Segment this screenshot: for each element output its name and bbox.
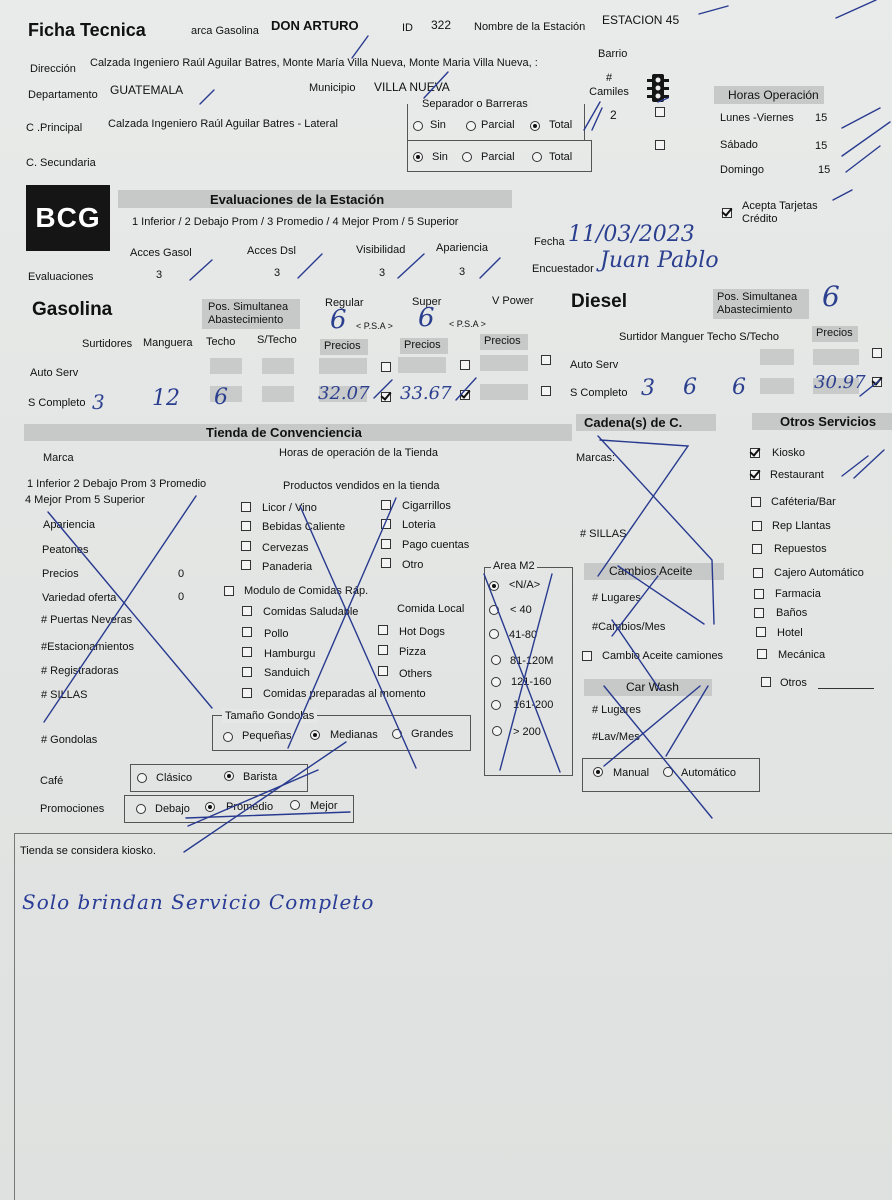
cafe-barista-radio[interactable]	[224, 771, 234, 781]
acces-gasol-value: 3	[156, 269, 163, 281]
food-sanduich-checkbox[interactable]	[242, 667, 252, 677]
svc-banos-checkbox[interactable]	[754, 608, 764, 618]
cprincipal-label: C .Principal	[26, 122, 83, 134]
direccion-value: Calzada Ingeniero Raúl Aguilar Batres, Monte María Villa Nueva, Monte Maria Villa Nueva, :	[90, 57, 538, 69]
cadena-header: Cadena(s) de C.	[576, 414, 716, 431]
encuestador-value: Juan Pablo	[600, 248, 719, 273]
food-pizza-checkbox[interactable]	[378, 645, 388, 655]
municipio-label: Municipio	[309, 82, 356, 94]
camiles-label: # Camiles	[589, 72, 629, 98]
area-41-80-radio[interactable]	[489, 629, 499, 639]
gas-as-super-checkbox[interactable]	[460, 360, 470, 370]
diesel-precios-header: Precios	[812, 326, 858, 342]
row-registradoras: # Registradoras	[41, 665, 119, 677]
promo-debajo-radio[interactable]	[136, 804, 146, 814]
precios-super-header: Precios	[400, 338, 448, 354]
bcg-logo: BCG	[26, 185, 110, 251]
area-m2-group	[484, 567, 573, 776]
station-name-label: Nombre de la Estación	[474, 21, 586, 33]
area-lt40-radio[interactable]	[489, 605, 499, 615]
visibilidad-value: 3	[379, 267, 386, 279]
cambios-lugares-label: # Lugares	[592, 592, 641, 604]
notes-handwritten: Solo brindan Servicio Completo	[22, 890, 375, 914]
sep2-sin-radio[interactable]	[413, 152, 423, 162]
camiones-checkbox[interactable]	[582, 651, 592, 661]
area-161-200-label: 161-200	[513, 699, 554, 711]
notes-area[interactable]	[14, 833, 892, 1200]
evaluaciones-row-label: Evaluaciones	[28, 271, 94, 283]
diesel-scompleto-label: S Completo	[570, 387, 628, 399]
cafe-label: Café	[40, 775, 64, 787]
apariencia-label: Apariencia	[436, 242, 488, 254]
gondola-pequenas-radio[interactable]	[223, 732, 233, 742]
promo-mejor-label: Mejor	[310, 800, 338, 812]
cambios-mes-label: #Cambios/Mes	[592, 621, 666, 633]
tarjetas-checkbox[interactable]	[722, 208, 732, 218]
gas-pos-header: Pos. Simultanea Abastecimiento	[202, 299, 300, 329]
area-121-160-label: 121-160	[511, 676, 552, 688]
row-estacionamientos: #Estacionamientos	[41, 641, 134, 653]
departamento-label: Departamento	[28, 89, 98, 101]
food-hotdogs-label: Hot Dogs	[399, 626, 445, 638]
sep2-parcial-radio[interactable]	[462, 152, 472, 162]
svc-kiosko-checkbox[interactable]	[750, 448, 760, 458]
promo-promedio-label: Promedio	[226, 801, 274, 813]
prod-licor-checkbox[interactable]	[241, 502, 251, 512]
regular-label: Regular	[325, 297, 364, 309]
gas-sc-techo: 6	[214, 385, 228, 410]
row-peatones: Peatones	[42, 544, 89, 556]
evaluaciones-header: Evaluaciones de la Estación	[118, 190, 512, 208]
food-saludable-label: Comidas Saludable	[263, 606, 359, 618]
tienda-scale-1: 1 Inferior 2 Debajo Prom 3 Promedio	[27, 478, 207, 490]
svc-cafeteria-checkbox[interactable]	[751, 497, 761, 507]
gas-sc-mangueras: 12	[152, 386, 180, 411]
fecha-label: Fecha	[534, 236, 565, 248]
municipio-value: VILLA NUEVA	[374, 80, 450, 94]
row-puertas-neveras: # Puertas Neveras	[41, 614, 133, 626]
prod-otro-checkbox[interactable]	[381, 558, 391, 568]
diesel-sc-checkbox[interactable]	[872, 377, 882, 387]
form-title: Ficha Tecnica	[28, 20, 146, 40]
area-81-120-label: 81-120M	[510, 655, 554, 667]
svc-restaurant-checkbox[interactable]	[750, 470, 760, 480]
sep2-sin-label: Sin	[432, 151, 448, 163]
prod-panaderia-checkbox[interactable]	[241, 560, 251, 570]
diesel-sc-surtidor: 3	[641, 376, 655, 401]
psa-regular: < P.S.A >	[356, 321, 393, 331]
svc-cafeteria-label: Caféteria/Bar	[771, 496, 836, 508]
prod-cigarrillos-checkbox[interactable]	[381, 500, 391, 510]
cafe-clasico-radio[interactable]	[137, 773, 147, 783]
modulo-comidas-checkbox[interactable]	[224, 586, 234, 596]
prod-loteria-checkbox[interactable]	[381, 519, 391, 529]
promo-promedio-radio[interactable]	[205, 802, 215, 812]
gas-col-manguera: Manguera	[143, 337, 193, 349]
id-label: ID	[402, 22, 413, 34]
precios-vpower-header: Precios	[480, 334, 528, 350]
gas-sc-vpower-checkbox[interactable]	[541, 386, 551, 396]
id-value: 322	[431, 18, 452, 32]
tienda-header: Tienda de Convenciencia	[24, 424, 572, 441]
gas-sc-stecho-cell	[262, 386, 294, 402]
cadena-sillas-label: # SILLAS	[580, 528, 627, 540]
horas-sabado-value: 15	[815, 140, 828, 152]
food-hamburgu-checkbox[interactable]	[242, 647, 252, 657]
food-hotdogs-checkbox[interactable]	[378, 625, 388, 635]
tienda-horas-label: Horas de operación de la Tienda	[279, 447, 438, 459]
gas-as-super-price	[398, 357, 446, 373]
carwash-auto-radio[interactable]	[663, 767, 673, 777]
comida-local-label: Comida Local	[397, 603, 465, 615]
prod-bebidas-label: Bebidas Caliente	[262, 521, 346, 533]
gondolas-title: Tamaño Gondolas	[222, 709, 317, 723]
area-na-label: <N/A>	[509, 579, 541, 591]
gas-as-vpower-checkbox[interactable]	[541, 355, 551, 365]
sep1-total-label: Total	[549, 119, 573, 131]
cprincipal-value: Calzada Ingeniero Raúl Aguilar Batres - Lateral	[108, 118, 338, 130]
sep2-total-radio[interactable]	[532, 152, 542, 162]
prod-pago-checkbox[interactable]	[381, 539, 391, 549]
cafe-clasico-label: Clásico	[156, 772, 193, 784]
horas-lunes-label: Lunes -Viernes	[720, 112, 794, 124]
sep2-total-label: Total	[549, 151, 573, 163]
tarjetas-label: Acepta Tarjetas Crédito	[742, 200, 818, 225]
modulo-comidas-label: Modulo de Comidas Ráp.	[244, 585, 369, 597]
direccion-label: Dirección	[30, 63, 76, 75]
horas-domingo-value: 15	[818, 164, 831, 176]
food-pollo-label: Pollo	[264, 628, 289, 640]
row-variedad: Variedad oferta	[42, 592, 117, 604]
visibilidad-label: Visibilidad	[356, 244, 406, 256]
precios-regular-header: Precios	[320, 339, 368, 355]
svc-restaurant-label: Restaurant	[770, 469, 824, 481]
acces-dsl-label: Acces Dsl	[247, 245, 296, 257]
gas-autoserv-label: Auto Serv	[30, 367, 79, 379]
carwash-auto-label: Automático	[681, 767, 737, 779]
gas-as-stecho-cell	[262, 358, 294, 374]
gas-sc-vpower-cell	[480, 384, 528, 400]
row-precios-value: 0	[178, 568, 185, 580]
prod-panaderia-label: Panaderia	[262, 561, 313, 573]
diesel-autoserv-label: Auto Serv	[570, 359, 619, 371]
diesel-sc-price: 30.97	[814, 372, 866, 393]
gas-sc-regular-checkbox[interactable]	[381, 392, 391, 402]
departamento-value: GUATEMALA	[110, 83, 184, 97]
gondola-pequenas-label: Pequeñas	[242, 730, 292, 742]
gas-as-regular-checkbox[interactable]	[381, 362, 391, 372]
svc-hotel-label: Hotel	[777, 627, 803, 639]
prod-pago-label: Pago cuentas	[402, 539, 470, 551]
gas-sc-regular-price: 32.07	[318, 383, 370, 404]
row-precios: Precios	[42, 568, 79, 580]
area-gt200-label: > 200	[513, 726, 541, 738]
sep1-parcial-radio[interactable]	[466, 121, 476, 131]
gas-col-surtidores: Surtidores	[82, 338, 133, 350]
gas-col-techo: Techo	[206, 336, 236, 348]
horas-lunes-value: 15	[815, 112, 828, 124]
gasolina-title: Gasolina	[32, 299, 113, 320]
svc-mecanica-label: Mecánica	[778, 649, 826, 661]
cafe-barista-label: Barista	[243, 771, 278, 783]
food-pizza-label: Pizza	[399, 646, 426, 658]
apariencia-value: 3	[459, 266, 466, 278]
food-preparadas-label: Comidas preparadas al momento	[263, 688, 426, 700]
food-others-label: Others	[399, 668, 433, 680]
area-na-radio[interactable]	[489, 581, 499, 591]
traffic-light-icon	[646, 72, 670, 104]
cambios-aceite-header: Cambios Aceite	[584, 563, 724, 580]
row-sillas: # SILLAS	[41, 689, 88, 701]
prod-licor-label: Licor / Vino	[262, 502, 317, 514]
svc-cajero-label: Cajero Automático	[774, 567, 864, 579]
area-81-120-radio[interactable]	[491, 655, 501, 665]
gas-sc-super-checkbox[interactable]	[460, 390, 470, 400]
svc-farmacia-label: Farmacia	[775, 588, 821, 600]
psa-super: < P.S.A >	[449, 319, 486, 329]
pos-regular-value: 6	[330, 305, 347, 335]
productos-label: Productos vendidos en la tienda	[283, 480, 440, 492]
svc-repuestos-checkbox[interactable]	[752, 544, 762, 554]
food-sanduich-label: Sanduich	[264, 667, 310, 679]
carwash-lavmes-label: #Lav/Mes	[592, 731, 640, 743]
diesel-title: Diesel	[571, 291, 627, 312]
prod-bebidas-checkbox[interactable]	[241, 521, 251, 531]
promo-debajo-label: Debajo	[155, 803, 190, 815]
svc-hotel-checkbox[interactable]	[756, 627, 766, 637]
food-hamburgu-label: Hamburgu	[264, 648, 316, 660]
diesel-cols: Surtidor Manguer Techo S/Techo	[619, 331, 779, 343]
horas-domingo-label: Domingo	[720, 164, 765, 176]
camiones-label: Cambio Aceite camiones	[602, 650, 724, 662]
tienda-scale-2: 4 Mejor Prom 5 Superior	[25, 494, 145, 506]
gas-sc-surtidores: 3	[92, 390, 105, 414]
carriles-checkbox-1[interactable]	[655, 107, 665, 117]
pos-super-value: 6	[418, 303, 435, 333]
svc-llantas-label: Rep Llantas	[772, 520, 831, 532]
gondola-grandes-label: Grandes	[411, 728, 454, 740]
carwash-lugares-label: # Lugares	[592, 704, 641, 716]
acces-gasol-label: Acces Gasol	[130, 247, 192, 259]
sep1-total-radio[interactable]	[530, 121, 540, 131]
gondola-medianas-label: Medianas	[330, 729, 378, 741]
prod-cigarrillos-label: Cigarrillos	[402, 500, 451, 512]
promo-mejor-radio[interactable]	[290, 800, 300, 810]
encuestador-label: Encuestador	[532, 263, 594, 275]
diesel-as-checkbox[interactable]	[872, 348, 882, 358]
prod-cervezas-checkbox[interactable]	[241, 541, 251, 551]
barrio-label: Barrio	[598, 48, 628, 60]
area-gt200-radio[interactable]	[492, 726, 502, 736]
svc-farmacia-checkbox[interactable]	[754, 589, 764, 599]
eval-scale: 1 Inferior / 2 Debajo Prom / 3 Promedio / 4 Mejor Prom / 5 Superior	[132, 216, 459, 228]
diesel-pos-value: 6	[822, 280, 840, 313]
food-others-checkbox[interactable]	[378, 666, 388, 676]
svc-banos-label: Baños	[776, 607, 808, 619]
row-gondolas: # Gondolas	[41, 734, 98, 746]
marca-label: arca Gasolina	[191, 25, 259, 37]
marca-value: DON ARTURO	[271, 18, 359, 33]
car-wash-header: Car Wash	[584, 679, 712, 696]
carwash-manual-label: Manual	[613, 767, 650, 779]
gas-as-regular-price	[319, 358, 367, 374]
gas-as-vpower-price	[480, 355, 528, 371]
diesel-sc-manguera: 6	[683, 375, 697, 400]
gondola-grandes-radio[interactable]	[392, 729, 402, 739]
sep2-parcial-label: Parcial	[481, 151, 515, 163]
area-lt40-label: < 40	[510, 604, 532, 616]
horas-sabado-label: Sábado	[720, 139, 758, 151]
diesel-as-price-cell	[813, 349, 859, 365]
svc-kiosko-label: Kiosko	[772, 447, 806, 459]
sep1-parcial-label: Parcial	[481, 119, 515, 131]
acces-dsl-value: 3	[274, 267, 281, 279]
svc-otros-label: Otros	[780, 677, 807, 689]
svc-cajero-checkbox[interactable]	[753, 568, 763, 578]
otros-servicios-header: Otros Servicios	[752, 413, 892, 430]
gas-sc-super-price: 33.67	[400, 383, 452, 404]
super-label: Super	[412, 296, 442, 308]
row-apariencia: Apariencia	[43, 519, 95, 531]
food-preparadas-checkbox[interactable]	[242, 688, 252, 698]
carwash-manual-radio[interactable]	[593, 767, 603, 777]
area-121-160-radio[interactable]	[491, 677, 501, 687]
food-pollo-checkbox[interactable]	[242, 627, 252, 637]
svc-mecanica-checkbox[interactable]	[757, 649, 767, 659]
diesel-sc-techo: 6	[732, 375, 746, 400]
svc-llantas-checkbox[interactable]	[752, 521, 762, 531]
prod-cervezas-label: Cervezas	[262, 542, 309, 554]
separador-title: Separador o Barreras	[419, 97, 531, 111]
notes-typed: Tienda se considera kiosko.	[20, 845, 156, 857]
sep1-sin-radio[interactable]	[413, 121, 423, 131]
carriles-checkbox-2[interactable]	[655, 140, 665, 150]
promociones-label: Promociones	[40, 803, 105, 815]
diesel-pos-header: Pos. Simultanea Abastecimiento	[713, 289, 809, 319]
horas-header: Horas Operación	[714, 86, 824, 104]
prod-loteria-label: Loteria	[402, 519, 436, 531]
csecundaria-label: C. Secundaria	[26, 157, 96, 169]
sep1-sin-label: Sin	[430, 119, 446, 131]
station-name-value: ESTACION 45	[602, 13, 680, 27]
gas-as-techo-cell	[210, 358, 242, 374]
diesel-sc-stecho-cell	[760, 378, 794, 394]
area-161-200-radio[interactable]	[491, 700, 501, 710]
gas-col-stecho: S/Techo	[257, 334, 297, 346]
prod-otro-label: Otro	[402, 559, 424, 571]
carriles-value: 2	[610, 108, 617, 122]
cadena-marcas-label: Marcas:	[576, 452, 616, 464]
vpower-label: V Power	[492, 295, 534, 307]
svc-otros-checkbox[interactable]	[761, 677, 771, 687]
area-m2-title: Area M2	[493, 560, 535, 572]
gondola-medianas-radio[interactable]	[310, 730, 320, 740]
area-41-80-label: 41-80	[509, 629, 538, 641]
svc-otros-line	[818, 688, 874, 689]
diesel-as-stecho-cell	[760, 349, 794, 365]
gas-scompleto-label: S Completo	[28, 397, 86, 409]
food-saludable-checkbox[interactable]	[242, 606, 252, 616]
tienda-marca-label: Marca	[43, 452, 74, 464]
row-variedad-value: 0	[178, 591, 185, 603]
fecha-value: 11/03/2023	[568, 222, 695, 247]
svc-repuestos-label: Repuestos	[774, 543, 827, 555]
